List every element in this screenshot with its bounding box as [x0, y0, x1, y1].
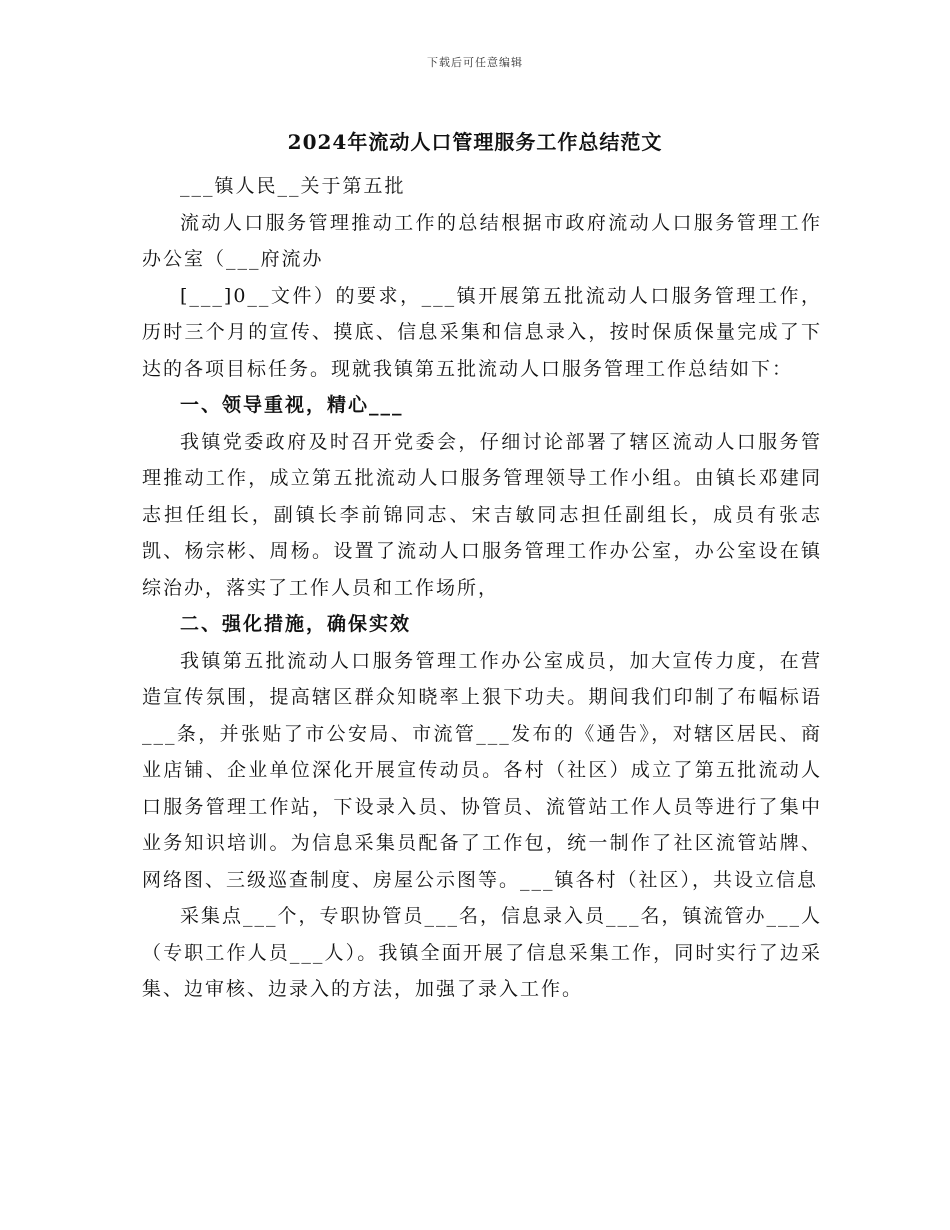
- paragraph: 流动人口服务管理推动工作的总结根据市政府流动人口服务管理工作办公室（___府流办: [142, 211, 822, 270]
- paragraph: 采集点___个，专职协管员___名，信息录入员___名，镇流管办___人（专职工作人员___人）。我镇全面开展了信息采集工作，同时实行了边采集、边审核、边录入的方法，加强了录入工作。: [142, 905, 823, 1000]
- section-heading: 二、强化措施，确保实效: [180, 613, 412, 635]
- paragraph: 我镇第五批流动人口服务管理工作办公室成员，加大宣传力度，在营造宣传氛围，提高辖区群众知晓率上狠下功夫。期间我们印制了布幅标语___条，并张贴了市公安局、市流管___发布的《通告》，对辖区居民、商业店铺、企业单位深化开展宣传动员。各村（社区）成立了第五批流动人口服务管理工作站，下设录入员、协管员、流管站工作人员等进行了集中业务知识培训。为信息采集员配备了工作包，统一制作了社区流管站牌、网络图、三级巡查制度、房屋公示图等。___镇各村（社区），共设立信息: [142, 649, 822, 891]
- section-heading: 一、领导重视，精心___: [180, 394, 404, 416]
- paragraph: [___]0__文件）的要求，___镇开展第五批流动人口服务管理工作，历时三个月的宣传、摸底、信息采集和信息录入，按时保质保量完成了下达的各项目标任务。现就我镇第五批流动人口服务管理工作总结如下：: [142, 284, 822, 380]
- paragraph: ___镇人民__关于第五批: [180, 175, 406, 197]
- paragraph: 我镇党委政府及时召开党委会，仔细讨论部署了辖区流动人口服务管理推动工作，成立第五批流动人口服务管理领导工作小组。由镇长邓建同志担任组长，副镇长李前锦同志、宋吉敏同志担任副组长，成员有张志凯、杨宗彬、周杨。设置了流动人口服务管理工作办公室，办公室设在镇综治办，落实了工作人员和工作场所，: [142, 430, 822, 599]
- document-body: [142, 168, 822, 1008]
- page-header-note: 下载后可任意编辑: [427, 56, 523, 69]
- document-title: 2024年流动人口管理服务工作总结范文: [287, 130, 663, 154]
